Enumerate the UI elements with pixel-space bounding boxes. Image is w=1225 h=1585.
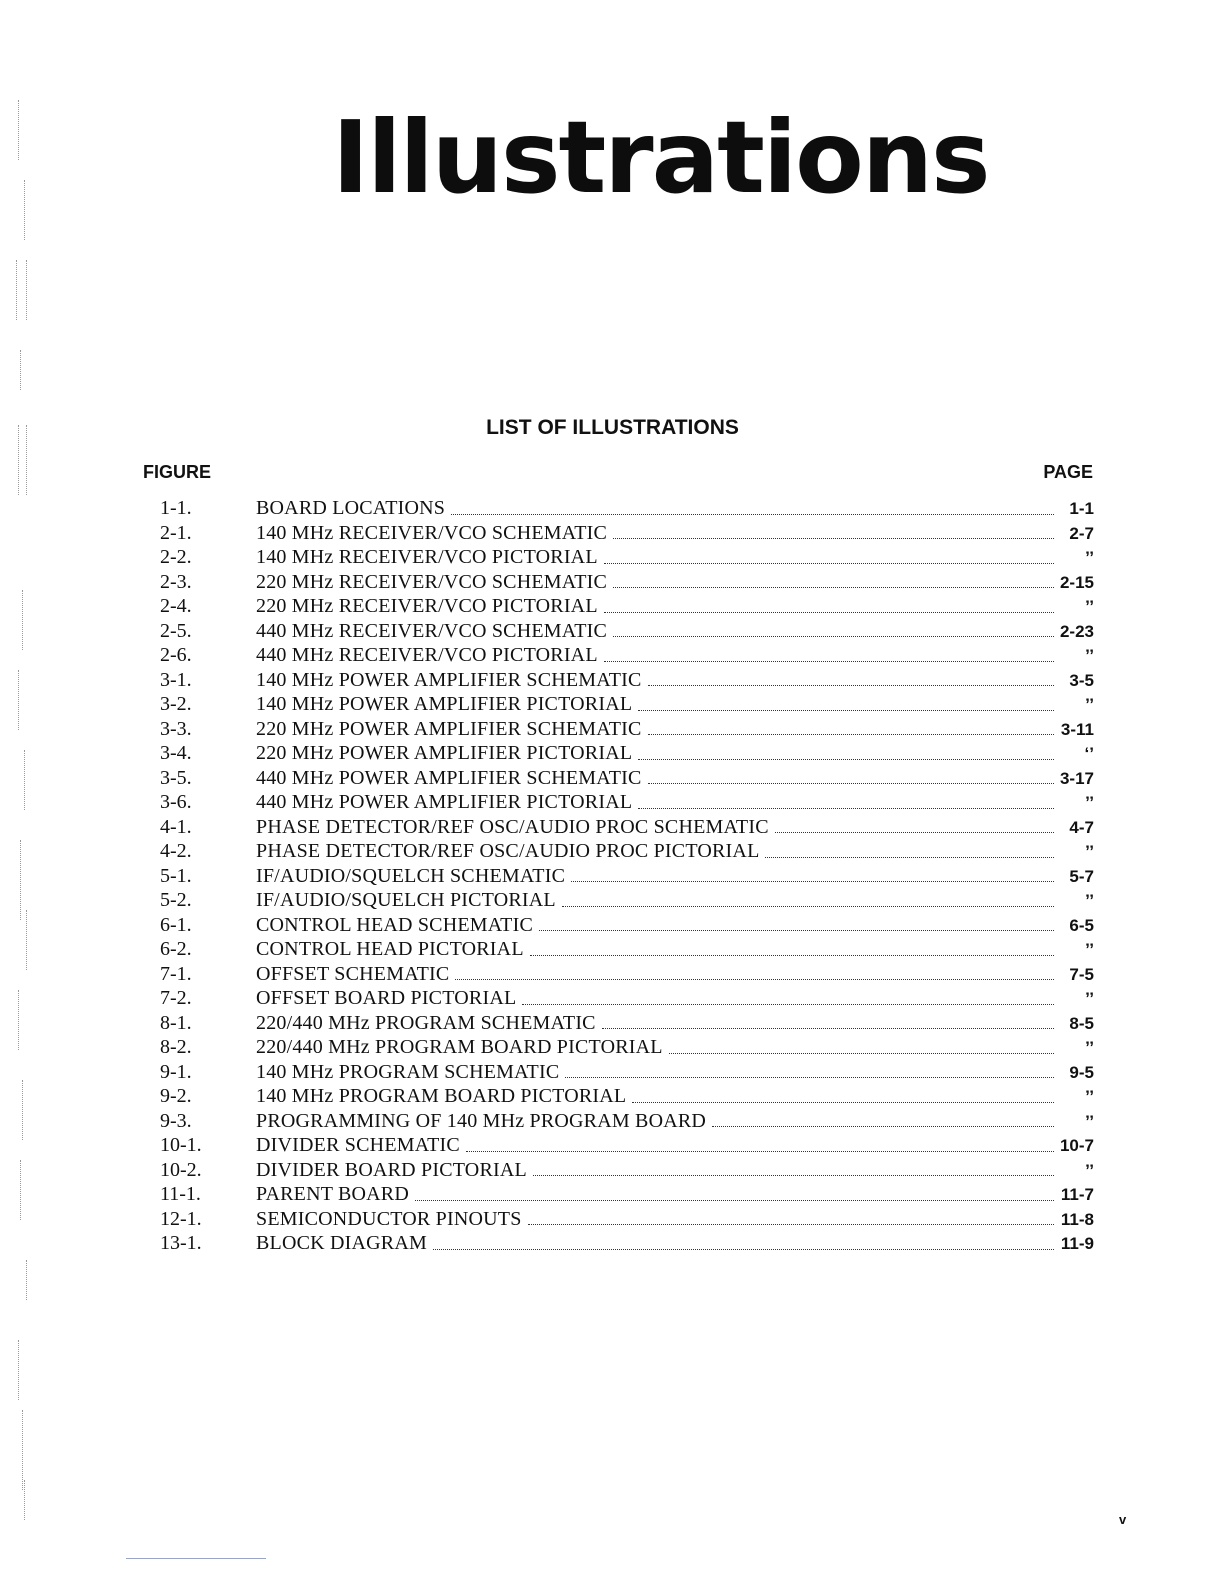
list-item: [160, 986, 1094, 1011]
figure-title: 220/440 MHz PROGRAM BOARD PICTORIAL: [256, 1036, 663, 1058]
figure-title: 440 MHz POWER AMPLIFIER SCHEMATIC: [256, 766, 642, 789]
figure-number: 1-1.: [160, 497, 192, 519]
figure-number: 6-2.: [160, 938, 192, 960]
figure-number: 8-2.: [160, 1036, 192, 1058]
list-item: [160, 717, 1094, 742]
list-item: [160, 913, 1094, 938]
page-number: v: [1119, 1512, 1127, 1527]
figure-page: ’’: [1085, 891, 1094, 910]
figure-number: 12-1.: [160, 1207, 202, 1230]
figure-page: ’’: [1085, 597, 1094, 616]
list-item: [160, 643, 1094, 668]
figure-number: 7-2.: [160, 987, 192, 1009]
figure-page: ’’: [1085, 1111, 1094, 1131]
figure-page: ’’: [1085, 1087, 1094, 1106]
figure-number: 3-1.: [160, 668, 192, 691]
illustrations-list: [160, 496, 1094, 1256]
list-title: LIST OF ILLUSTRATIONS: [486, 416, 739, 439]
figure-page: 10-7: [1059, 1136, 1094, 1155]
dot-leader: [571, 881, 1054, 882]
dot-leader: [562, 906, 1054, 907]
list-item: [160, 888, 1094, 913]
dot-leader: [451, 514, 1054, 515]
list-item: [160, 521, 1094, 546]
figure-number: 10-2.: [160, 1158, 202, 1181]
page-heading: Illustrations: [332, 99, 989, 216]
figure-number: 4-1.: [160, 815, 192, 838]
figure-number: 3-6.: [160, 791, 192, 813]
figure-title: 140 MHz RECEIVER/VCO SCHEMATIC: [256, 521, 608, 544]
dot-leader: [648, 734, 1054, 735]
dot-leader: [613, 636, 1054, 637]
figure-title: SEMICONDUCTOR PINOUTS: [256, 1207, 522, 1230]
figure-title: 440 MHz RECEIVER/VCO SCHEMATIC: [256, 619, 608, 642]
figure-number: 9-1.: [160, 1060, 192, 1083]
list-item: [160, 1133, 1094, 1158]
figure-title: 140 MHz POWER AMPLIFIER SCHEMATIC: [256, 668, 642, 691]
figure-page: 6-5: [1069, 915, 1094, 935]
figure-title: PHASE DETECTOR/REF OSC/AUDIO PROC PICTORIAL: [256, 840, 760, 862]
dot-leader: [604, 563, 1054, 564]
list-item: [160, 1207, 1094, 1232]
figure-number: 8-1.: [160, 1011, 192, 1034]
dot-leader: [533, 1175, 1054, 1176]
list-item: [160, 962, 1094, 987]
figure-page: 3-17: [1059, 768, 1094, 788]
figure-page: 2-15: [1059, 572, 1094, 592]
list-item: [160, 1182, 1094, 1207]
list-item: [160, 1060, 1094, 1085]
list-item: [160, 668, 1094, 693]
dot-leader: [455, 979, 1054, 980]
figure-number: 3-5.: [160, 766, 192, 789]
dot-leader: [638, 710, 1054, 711]
figure-number: 9-3.: [160, 1109, 192, 1132]
figure-title: 220 MHz RECEIVER/VCO PICTORIAL: [256, 595, 598, 617]
dot-leader: [712, 1126, 1054, 1127]
figure-page: ’’: [1085, 793, 1094, 812]
list-item: [160, 545, 1094, 570]
figure-title: 440 MHz POWER AMPLIFIER PICTORIAL: [256, 791, 633, 813]
list-item: [160, 766, 1094, 791]
figure-title: OFFSET SCHEMATIC: [256, 962, 450, 985]
figure-title: PROGRAMMING OF 140 MHz PROGRAM BOARD: [256, 1109, 707, 1132]
figure-page: ’’: [1085, 842, 1094, 861]
list-item: [160, 839, 1094, 864]
list-item: [160, 1035, 1094, 1060]
figure-page: 11-8: [1060, 1209, 1094, 1229]
figure-title: 140 MHz PROGRAM SCHEMATIC: [256, 1060, 560, 1083]
figure-page: 1-1: [1069, 499, 1094, 518]
figure-number: 2-5.: [160, 619, 192, 642]
dot-leader: [604, 661, 1054, 662]
figure-page: 11-7: [1060, 1185, 1094, 1204]
list-item: [160, 790, 1094, 815]
dot-leader: [530, 955, 1054, 956]
dot-leader: [602, 1028, 1054, 1029]
figure-number: 2-6.: [160, 644, 192, 666]
figure-title: DIVIDER BOARD PICTORIAL: [256, 1158, 527, 1181]
dot-leader: [415, 1200, 1054, 1201]
figure-title: 220 MHz RECEIVER/VCO SCHEMATIC: [256, 570, 608, 593]
figure-page: 11-9: [1060, 1234, 1094, 1253]
figure-title: 220 MHz POWER AMPLIFIER PICTORIAL: [256, 742, 633, 764]
figure-number: 10-1.: [160, 1134, 202, 1156]
figure-number: 4-2.: [160, 840, 192, 862]
figure-page: ’’: [1085, 989, 1094, 1008]
dot-leader: [669, 1053, 1054, 1054]
figure-number: 2-4.: [160, 595, 192, 617]
figure-number: 3-2.: [160, 693, 192, 715]
figure-number: 5-2.: [160, 889, 192, 911]
list-item: [160, 570, 1094, 595]
figure-page: 8-5: [1069, 1013, 1094, 1033]
figure-title: 140 MHz RECEIVER/VCO PICTORIAL: [256, 546, 598, 568]
figure-number: 7-1.: [160, 962, 192, 985]
figure-page: ’’: [1085, 695, 1094, 714]
figure-number: 5-1.: [160, 864, 192, 887]
figure-title: BOARD LOCATIONS: [256, 497, 446, 519]
list-item: [160, 815, 1094, 840]
figure-page: 2-23: [1059, 621, 1094, 641]
list-item: [160, 937, 1094, 962]
figure-page: 9-5: [1069, 1062, 1094, 1082]
figure-title: IF/AUDIO/SQUELCH SCHEMATIC: [256, 864, 566, 887]
figure-number: 2-2.: [160, 546, 192, 568]
dot-leader: [539, 930, 1054, 931]
figure-title: IF/AUDIO/SQUELCH PICTORIAL: [256, 889, 556, 911]
figure-title: 140 MHz PROGRAM BOARD PICTORIAL: [256, 1085, 627, 1107]
figure-page: 4-7: [1069, 817, 1094, 837]
figure-title: OFFSET BOARD PICTORIAL: [256, 987, 517, 1009]
figure-title: 140 MHz POWER AMPLIFIER PICTORIAL: [256, 693, 633, 715]
figure-page: ’’: [1085, 1160, 1094, 1180]
figure-number: 2-1.: [160, 521, 192, 544]
figure-number: 2-3.: [160, 570, 192, 593]
list-item: [160, 1084, 1094, 1109]
figure-page: 3-11: [1060, 719, 1094, 739]
list-item: [160, 864, 1094, 889]
figure-page: ’’: [1085, 548, 1094, 567]
dot-leader: [466, 1151, 1054, 1152]
figure-number: 3-4.: [160, 742, 192, 764]
dot-leader: [648, 783, 1054, 784]
figure-title: CONTROL HEAD PICTORIAL: [256, 938, 524, 960]
figure-title: DIVIDER SCHEMATIC: [256, 1134, 460, 1156]
dot-leader: [638, 808, 1054, 809]
dot-leader: [765, 857, 1054, 858]
dot-leader: [648, 685, 1054, 686]
dot-leader: [632, 1102, 1054, 1103]
figure-page: 3-5: [1069, 670, 1094, 690]
list-item: [160, 1158, 1094, 1183]
figure-title: 440 MHz RECEIVER/VCO PICTORIAL: [256, 644, 598, 666]
dot-leader: [613, 538, 1054, 539]
dot-leader: [433, 1249, 1054, 1250]
figure-number: 13-1.: [160, 1232, 202, 1254]
list-item: [160, 1231, 1094, 1256]
list-item: [160, 741, 1094, 766]
dot-leader: [528, 1224, 1054, 1225]
figure-page: 5-7: [1069, 866, 1094, 886]
figure-number: 9-2.: [160, 1085, 192, 1107]
figure-page: 2-7: [1069, 523, 1094, 543]
list-item: [160, 619, 1094, 644]
list-item: [160, 692, 1094, 717]
figure-page: ‘’: [1084, 744, 1094, 763]
list-item: [160, 1011, 1094, 1036]
list-item: [160, 1109, 1094, 1134]
figure-page: ’’: [1085, 940, 1094, 959]
figure-column-header: FIGURE: [143, 462, 212, 482]
figure-page: ’’: [1085, 1038, 1094, 1057]
list-item: [160, 594, 1094, 619]
figure-page: ’’: [1085, 646, 1094, 665]
figure-number: 11-1.: [160, 1183, 201, 1205]
dot-leader: [638, 759, 1054, 760]
dot-leader: [613, 587, 1054, 588]
dot-leader: [775, 832, 1054, 833]
figure-title: 220 MHz POWER AMPLIFIER SCHEMATIC: [256, 717, 642, 740]
figure-title: BLOCK DIAGRAM: [256, 1232, 427, 1254]
page-column-header: PAGE: [1043, 462, 1093, 482]
figure-number: 3-3.: [160, 717, 192, 740]
scan-bottom-line: [126, 1558, 266, 1559]
figure-title: CONTROL HEAD SCHEMATIC: [256, 913, 533, 936]
dot-leader: [565, 1077, 1054, 1078]
list-item: [160, 496, 1094, 521]
figure-title: PARENT BOARD: [256, 1183, 409, 1205]
figure-title: PHASE DETECTOR/REF OSC/AUDIO PROC SCHEMATIC: [256, 815, 769, 838]
dot-leader: [604, 612, 1054, 613]
scan-edge-marks: [14, 80, 34, 1520]
figure-title: 220/440 MHz PROGRAM SCHEMATIC: [256, 1011, 596, 1034]
dot-leader: [522, 1004, 1054, 1005]
figure-page: 7-5: [1069, 964, 1094, 984]
figure-number: 6-1.: [160, 913, 192, 936]
